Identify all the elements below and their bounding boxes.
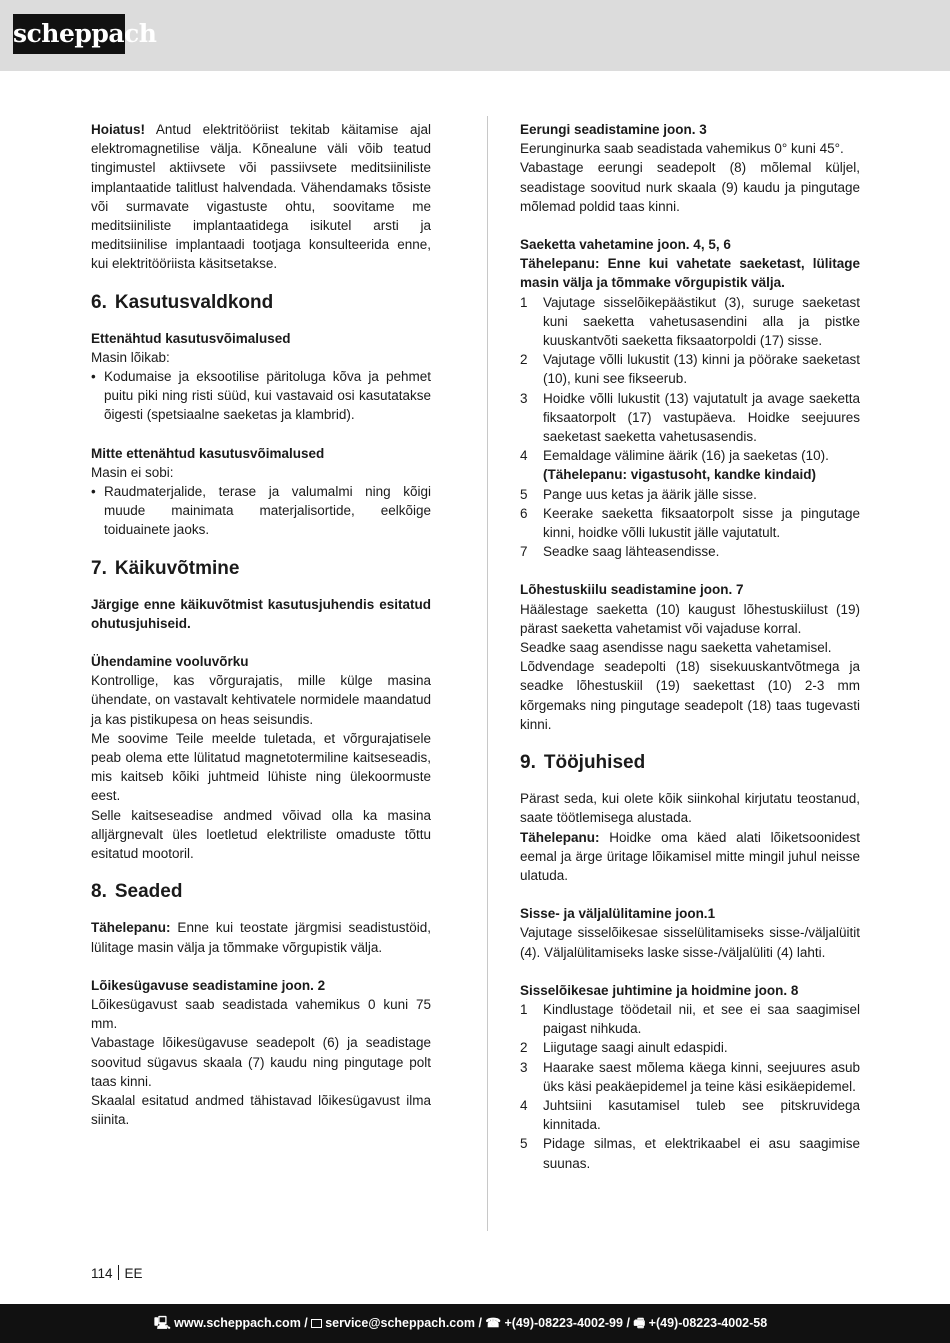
blade-change-steps	[520, 293, 860, 562]
page-number-separator	[118, 1265, 119, 1280]
email-link[interactable]: service@scheppach.com	[325, 1316, 475, 1330]
power-connection-heading: Ühendamine vooluvõrku	[91, 654, 249, 670]
intended-use-intro: Masin lõikab:	[91, 349, 170, 365]
power-paragraph-2: Me soovime Teile meelde tuletada, et võrgurajatisele peab olema ette lülitatud magnetotermiline kaitseseadis, mis kaitseb kõiki juhtmeid lühiste ning ülekoormuste eest.	[91, 730, 431, 804]
right-column	[520, 120, 860, 1173]
warning-text: Antud elektritööriist tekitab käitamise ajal elektromagnetilise välja. Kõnealune väli võib teatud tingimustel aktiivsete või passiivsete meditsiiniliste implantaatide talitlust halvendada. Vähendamaks tõsiste või surmavate vigastuste ohtu, soovitame me meditsiiniliste implantaatidega isikutel arsti ja meditsiinilise implantaadi tootjaga konsulteerida enne, kui elektritööriista käsitsetakse.	[91, 122, 431, 272]
unintended-use-heading: Mitte ettenähtud kasutusvõimalused	[91, 445, 325, 461]
guiding-steps	[520, 1000, 860, 1173]
list-item: 2 Vajutage võlli lukustit (13) kinni ja pöörake saeketast (10), kuni see fikseerub.	[520, 352, 860, 387]
cut-depth-paragraph-2: Vabastage lõikesügavuse seadepolt (6) ja seadistage soovitud sügavus skaala (7) kaudu ning pingutage polt taas kinni.	[91, 1035, 431, 1089]
page-language: EE	[124, 1266, 143, 1281]
section-7-heading	[91, 556, 431, 582]
section-number: 8.	[91, 881, 107, 903]
list-item: 4 Eemaldage välimine äärik (16) ja saeketas (10). (Tähelepanu: vigastusoht, kandke kindaid)	[520, 448, 829, 483]
blade-change-warning: Tähelepanu: Enne kui vahetate saeketast, lülitage masin välja ja tõmmake võrgupistik välja.	[520, 256, 860, 291]
section-title: Seaded	[114, 881, 183, 903]
riving-paragraph-3: Lõdvendage seadepolti (18) sisekuuskantvõtmega ja seadke lõhestuskiil (19) saekettast (10) 2-3 mm kõrgemaks ning pingutage seadepolt (18) taas tugevasti kinni.	[520, 659, 860, 732]
list-item: 5 Pange uus ketas ja äärik jälle sisse.	[520, 486, 757, 502]
section-title: Käikuvõtmine	[114, 557, 240, 579]
left-column	[91, 120, 431, 1129]
section-number: 7.	[91, 557, 107, 579]
list-item: 1 Vajutage sisselõikepäästikut (3), suruge saeketast kuni saeketta vahetusasendini alla ja pistke kuuskantvõti saeketta fiksaatorpoldi (17) sisse.	[520, 294, 860, 349]
section-6-heading	[91, 290, 431, 316]
riving-paragraph-2: Seadke saag asendisse nagu saeketta vahetamisel.	[520, 640, 832, 656]
fax-icon: 🖷	[633, 1316, 649, 1330]
settings-notice	[91, 918, 431, 956]
list-item: 4 Juhtsiini kasutamisel tuleb see pitskruvidega kinnitada.	[520, 1097, 860, 1133]
footer-bar: 🖳 www.scheppach.com / service@scheppach.com / ☎ +(49)-08223-4002-99 / 🖷 +(49)-08223-4002-58	[0, 1304, 950, 1343]
switch-paragraph: Vajutage sisselõikesae sisselülitamiseks sisse-/väljalüitit (4). Väljalülitamiseks laske sisse-/väljalüliti (4) lahti.	[520, 925, 860, 960]
list-item: 2 Liigutage saagi ainult edaspidi.	[520, 1040, 728, 1056]
bevel-paragraph-1: Eerunginurka saab seadistada vahemikus 0° kuni 45°.	[520, 141, 844, 157]
header-bar	[0, 0, 950, 71]
list-item: 7 Seadke saag lähteasendisse.	[520, 544, 720, 560]
email-icon	[311, 1319, 322, 1328]
phone-number: +(49)-08223-4002-99	[504, 1316, 623, 1330]
list-item: 3 Hoidke võlli lukustit (13) vajutatult ja avage saeketta fiksaatorpolt (17) vastupäeva. Hoidke seejuures saeketast saeketta vahetusasendis.	[520, 390, 860, 445]
bevel-heading: Eerungi seadistamine joon. 3	[520, 122, 707, 137]
cut-depth-paragraph-3: Skaalal esitatud andmed tähistavad lõikesügavust ilma siinita.	[91, 1092, 431, 1128]
page-number	[91, 1264, 143, 1283]
work-instructions-paragraph: Pärast seda, kui olete kõik siinkohal kirjutatu teostanud, saate töötlemisega alustada.	[520, 791, 860, 826]
guiding-heading: Sisselõikesae juhtimine ja hoidmine joon. 8	[520, 982, 799, 998]
list-item: • Raudmaterjalide, terase ja valumalmi ning kõigi muude mainimata materjalisortide, eelkõige toiduainete jaoks.	[91, 482, 431, 540]
list-item: 1 Kindlustage töödetail nii, et see ei saa saagimisel paigast nihkuda.	[520, 1001, 860, 1037]
column-divider	[487, 116, 488, 1231]
riving-knife-heading: Lõhestuskiilu seadistamine joon. 7	[520, 582, 744, 598]
unintended-use-intro: Masin ei sobi:	[91, 464, 174, 480]
phone-icon: ☎	[485, 1316, 505, 1330]
cut-depth-paragraph-1: Lõikesügavust saab seadistada vahemikus 0 kuni 75 mm.	[91, 996, 431, 1032]
notice-label: Tähelepanu:	[91, 920, 171, 936]
page-number-value: 114	[91, 1266, 113, 1281]
notice-label: Tähelepanu:	[520, 829, 600, 845]
commissioning-intro: Järgige enne käikuvõtmist kasutusjuhendis esitatud ohutusjuhiseid.	[91, 596, 431, 631]
unintended-use-list	[91, 482, 431, 540]
website-link[interactable]: www.scheppach.com	[174, 1316, 301, 1330]
notice-text: Hoidke oma käed alati lõiketsoonidest eemal ja ärge üritage lõikamisel mitte mingil juhul neisse ulatuda.	[520, 829, 860, 883]
blade-change-heading: Saeketta vahetamine joon. 4, 5, 6	[520, 237, 731, 253]
section-9-heading	[520, 750, 860, 776]
work-instructions-notice	[520, 828, 860, 886]
list-item: 3 Haarake saest mõlema käega kinni, seejuures asub üks käsi peakäepidemel ja teine käsi esikäepidemel.	[520, 1059, 860, 1094]
riving-paragraph-1: Häälestage saeketta (10) kaugust lõhestuskiilust (19) pärast saeketta vahetamist või vajaduse korral.	[520, 601, 860, 636]
list-item: 5 Pidage silmas, et elektrikaabel ei asu saagimise suunas.	[520, 1136, 860, 1171]
section-8-heading	[91, 879, 431, 905]
section-title: Tööjuhised	[543, 752, 646, 774]
section-title: Kasutusvaldkond	[114, 291, 274, 313]
warning-label: Hoiatus!	[91, 122, 145, 137]
intended-use-list	[91, 367, 431, 425]
brand-logo: scheppach	[13, 14, 125, 54]
list-item: • Kodumaise ja eksootilise päritoluga kõva ja pehmet puitu piki ning risti süüd, kui vastavaid osi kasutatakse õigesti (spetsiaalne saeketas ja klambrid).	[91, 367, 431, 425]
cut-depth-heading: Lõikesügavuse seadistamine joon. 2	[91, 977, 326, 993]
warning-paragraph	[91, 120, 431, 274]
switch-heading: Sisse- ja väljalülitamine joon.1	[520, 906, 716, 922]
power-paragraph-3: Selle kaitseseadise andmed võivad olla ka masina alljärgnevalt üles loetletud elektriliste omaduste tõttu esitatud mootoril.	[91, 807, 431, 862]
power-paragraph-1: Kontrollige, kas võrgurajatis, mille külge masina ühendate, on vastavalt kehtivatele normidele maandatud ja kas pistikupesa on heas seisundis.	[91, 673, 431, 727]
section-number: 6.	[91, 291, 107, 313]
section-number: 9.	[520, 752, 536, 774]
list-item: 6 Keerake saeketta fiksaatorpolt sisse ja pingutage kinni, hoidke võlli lukustit jälle vajutatult.	[520, 505, 860, 541]
step-warning-note: (Tähelepanu: vigastusoht, kandke kindaid)	[543, 467, 817, 483]
bevel-paragraph-2: Vabastage eerungi seadepolt (8) mõlemal küljel, seadistage soovitud nurk skaala (9) kaudu ja pingutage mõlemad poldid taas kinni.	[520, 160, 860, 214]
fax-number: +(49)-08223-4002-58	[648, 1316, 768, 1330]
monitor-icon: 🖳	[154, 1316, 175, 1330]
notice-text: Enne kui teostate järgmisi seadistustöid, lülitage masin välja ja tõmmake võrgupistik välja.	[91, 920, 431, 955]
intended-use-heading: Ettenähtud kasutusvõimalused	[91, 330, 291, 346]
